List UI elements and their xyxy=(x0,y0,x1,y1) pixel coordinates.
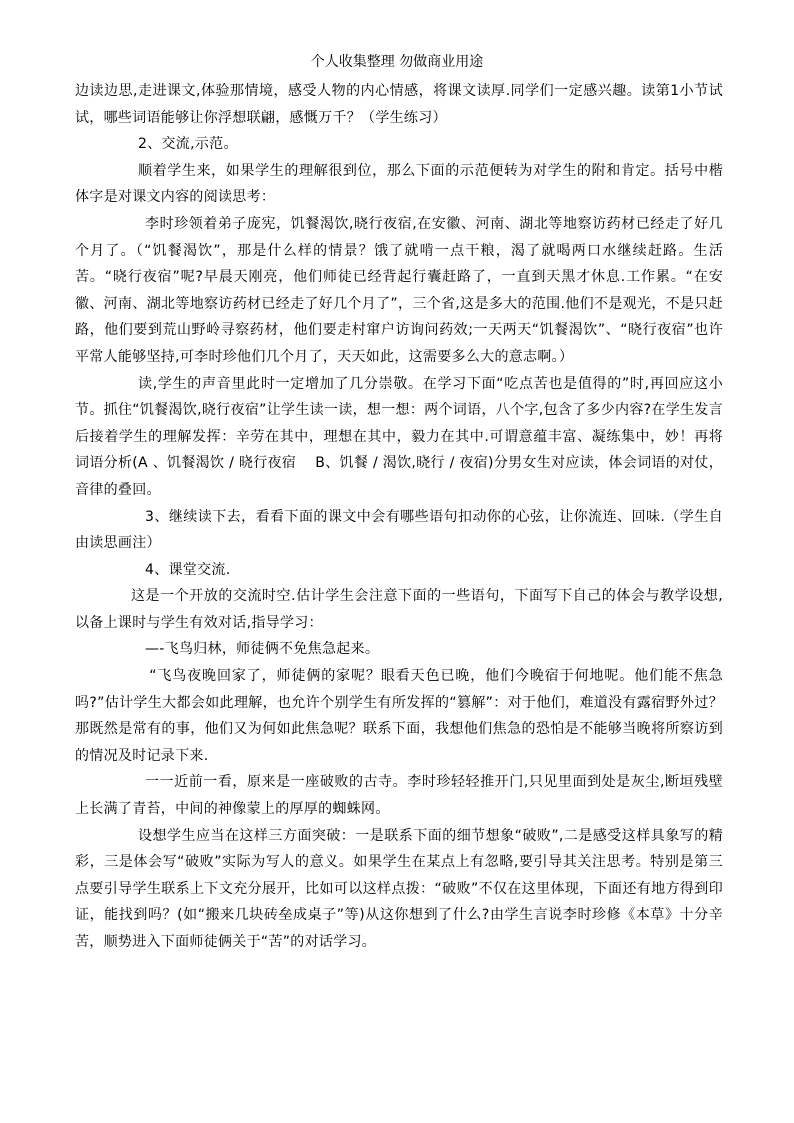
body-text xyxy=(75,78,723,956)
paragraph-reading-respect: 读,学生的声音里此时一定增加了几分崇敬。在学习下面“吃点苦也是值得的”时,再回应这小节。抓住“饥餐渴饮,晓行夜宿”让学生读一读，想一想：两个词语，八个字,包含了多少内容?在学生发言后接着学生的理解发挥：辛劳在其中，理想在其中，毅力在其中.可谓意蕴丰富、凝练集中，妙！再将词语分析(A 、饥餐渴饮 / 晓行夜宿 B、饥餐 / 渴饮,晓行 / 夜宿)分男女生对应读，体会词语的对仗，音律的叠回。 xyxy=(75,375,723,498)
paragraph-demo-intro: 顺着学生来，如果学生的理解很到位，那么下面的示范便转为对学生的附和肯定。括号中楷体字是对课文内容的阅读思考： xyxy=(75,162,723,206)
paragraph-read-think: 边读边思,走进课文,体验那情境，感受人物的内心情感，将课文读厚.同学们一定感兴趣。读第1小节试试，哪些词语能够让你浮想联翩，感慨万千？（学生练习） xyxy=(75,83,723,126)
page-header: 个人收集整理 勿做商业用途 xyxy=(310,54,484,70)
step-2-heading: 2、交流,示范。 xyxy=(138,136,238,153)
paragraph-three-breakthroughs: 设想学生应当在这样三方面突破：一是联系下面的细节想象“破败”,二是感受这样具象写的精彩，三是体会写“破败”实际为写人的意义。如果学生在某点上有忽略,要引导其关注思考。特别是第三点要引导学生联系上下文充分展开，比如可以这样点拨：“破败”不仅在这里体现，下面还有地方得到印证，能找到吗？(如“搬来几块砖垒成桌子”等)从这你想到了什么?由学生言说李时珍修《本草》十分辛苦，顺势进入下面师徒俩关于“苦”的对话学习。 xyxy=(75,827,723,950)
step-3-heading: 3、继续读下去，看看下面的课文中会有哪些语句扣动你的心弦，让你流连、回味.（学生自由读思画注） xyxy=(75,508,723,552)
paragraph-li-shizhen-journey: 李时珍领着弟子庞宪，饥餐渴饮,晓行夜宿,在安徽、河南、湖北等地察访药材已经走了好几个月了。（“饥餐渴饮”，那是什么样的情景？饿了就啃一点干粮，渴了就喝两口水继续赶路。生活苦。“晓行夜宿”呢?早晨天刚亮，他们师徒已经背起行囊赶路了，一直到天黑才休息.工作累。“在安徽、河南、湖北等地察访药材已经走了好几个月了”，三个省,这是多大的范围.他们不是观光，不是只赶路，他们要到荒山野岭寻察药材，他们要走村窜户访询问药效;一天两天“饥餐渴饮”、“晓行夜宿”也许平常人能够坚持,可李时珍他们几个月了，天天如此，这需要多么大的意志啊。） xyxy=(75,215,723,365)
quote-birds-return: —-飞鸟归林，师徒俩不免焦急起来。 xyxy=(145,641,380,658)
paragraph-birds-analysis: “飞鸟夜晚回家了，师徒俩的家呢？眼看天色已晚，他们今晚宿于何地呢。他们能不焦急吗?”估计学生大都会如此理解，也允许个别学生有所发挥的“篡解”：对于他们，难道没有露宿野外过？那既然是常有的事，他们又为何如此焦急呢？联系下面，我想他们焦急的恐怕是不能够当晚将所察访到的情况及时记录下来. xyxy=(75,668,723,764)
step-4-heading: 4、课堂交流. xyxy=(145,561,231,578)
paragraph-open-exchange: 这是一个开放的交流时空.估计学生会注意下面的一些语句，下面写下自己的体会与教学设想,以备上课时与学生有效对话,指导学习： xyxy=(75,588,723,631)
quote-old-temple: 一一近前一看，原来是一座破败的古寺。李时珍轻轻推开门,只见里面到处是灰尘,断垣残壁上长满了青苔，中间的神像蒙上的厚厚的蜘蛛网。 xyxy=(75,774,723,818)
